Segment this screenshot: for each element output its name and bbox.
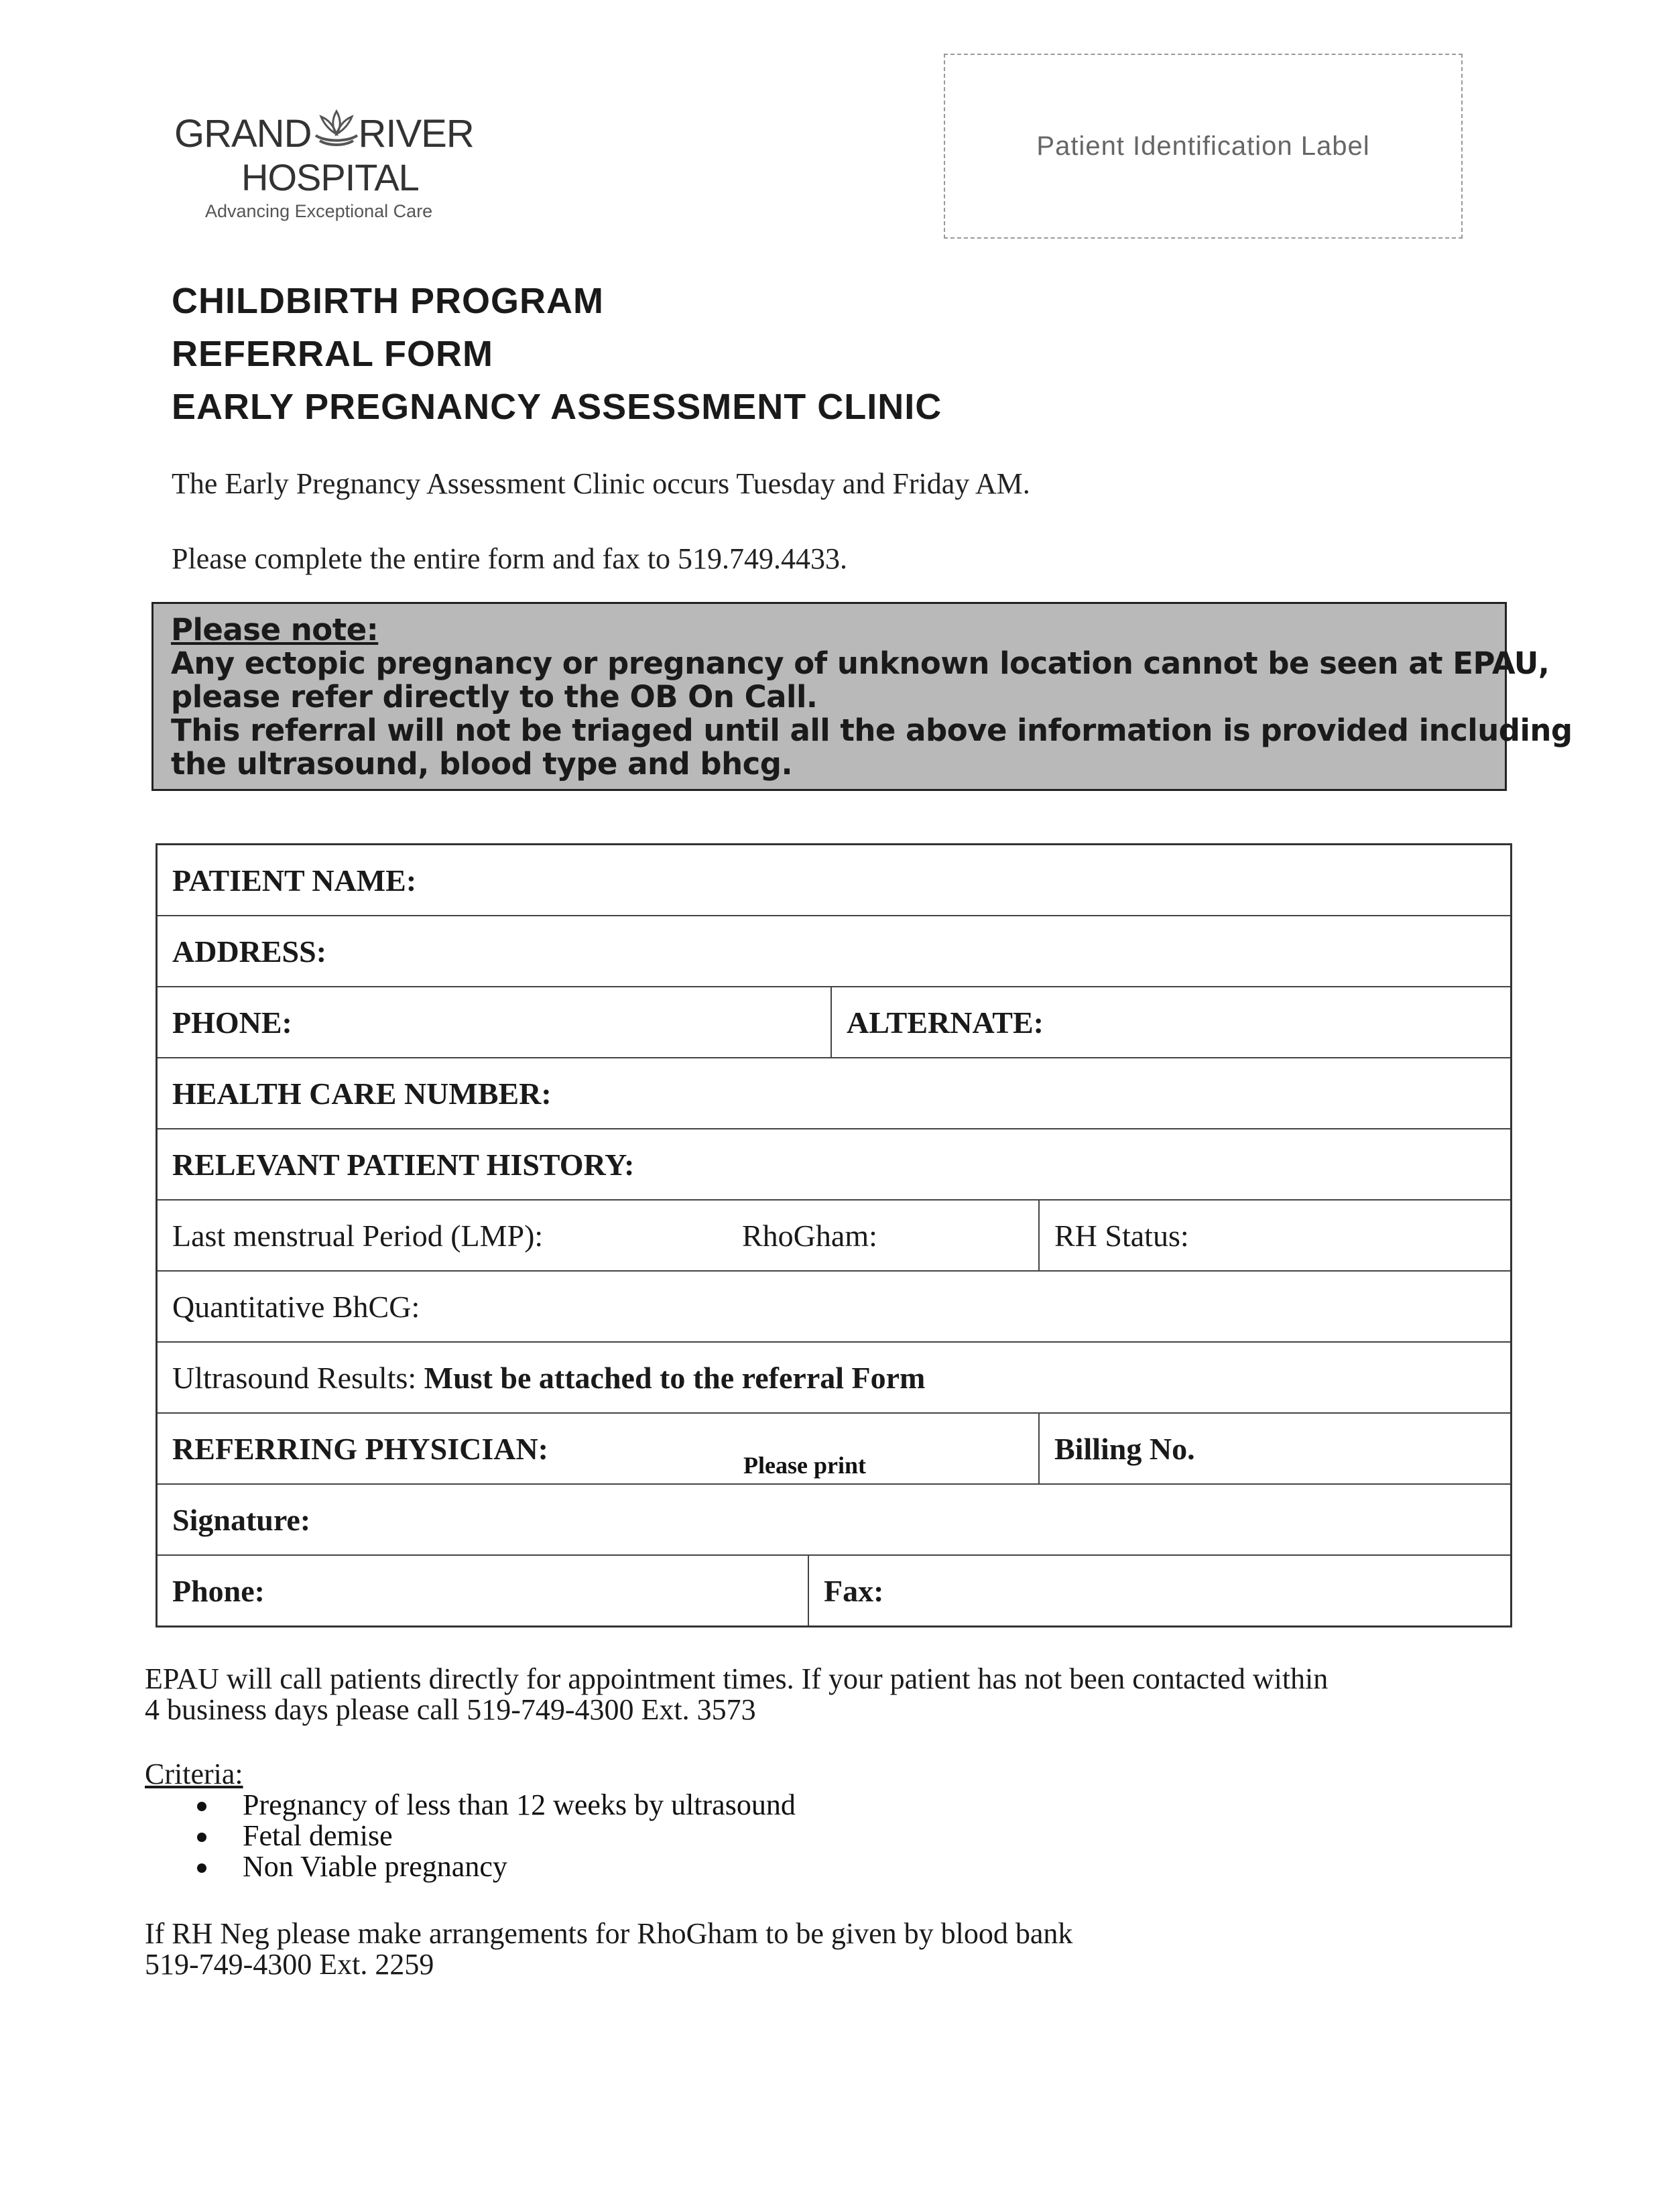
ultrasound-attach-note: Must be attached to the referral Form <box>424 1360 926 1395</box>
row-history <box>158 1129 1510 1201</box>
hospital-logo <box>168 107 516 235</box>
logo-grand: GRAND <box>174 112 312 156</box>
intro-fax-instruction: Please complete the entire form and fax to 519.749.4433. <box>172 542 848 575</box>
row-address <box>158 916 1510 987</box>
relevant-history-field[interactable]: RELEVANT PATIENT HISTORY: <box>172 1147 635 1182</box>
note-line: Any ectopic pregnancy or pregnancy of unknown location cannot be seen at EPAU, <box>171 646 1550 681</box>
heading-program: CHILDBIRTH PROGRAM <box>172 281 604 321</box>
row-physician-contact <box>158 1556 1510 1625</box>
rh-status-field[interactable]: RH Status: <box>1038 1201 1510 1270</box>
patient-label-box <box>944 54 1463 239</box>
row-signature <box>158 1485 1510 1556</box>
address-field[interactable]: ADDRESS: <box>172 934 327 969</box>
physician-fax-field[interactable]: Fax: <box>808 1556 1510 1625</box>
alternate-phone-field[interactable]: ALTERNATE: <box>830 987 1510 1057</box>
patient-name-field[interactable]: PATIENT NAME: <box>172 863 417 898</box>
referral-form-table <box>156 843 1512 1627</box>
criteria-list <box>194 1790 796 1882</box>
signature-field[interactable]: Signature: <box>172 1502 311 1537</box>
bhcg-field[interactable]: Quantitative BhCG: <box>172 1289 420 1324</box>
note-box <box>151 602 1573 791</box>
patient-label-text: Patient Identification Label <box>1036 131 1370 161</box>
row-lmp <box>158 1201 1510 1272</box>
lmp-field[interactable]: Last menstrual Period (LMP): <box>172 1218 544 1253</box>
intro-schedule: The Early Pregnancy Assessment Clinic occurs Tuesday and Friday AM. <box>172 467 1030 500</box>
heading-referral-form: REFERRAL FORM <box>172 334 493 374</box>
phone-field[interactable]: PHONE: <box>172 1005 292 1040</box>
referring-physician-field[interactable]: REFERRING PHYSICIAN: <box>172 1431 548 1466</box>
epau-call-info: EPAU will call patients directly for appointment times. If your patient has not been contacted within 4 business days please call 519-749-4300 Ext. 3573 <box>145 1662 1329 1726</box>
row-ultrasound <box>158 1343 1510 1414</box>
row-phone <box>158 987 1510 1058</box>
row-referring-physician <box>158 1414 1510 1485</box>
logo-tagline: Advancing Exceptional Care <box>205 201 433 221</box>
please-print-hint: Please print <box>743 1452 866 1479</box>
criteria-item: Fetal demise <box>194 1821 796 1851</box>
row-health-card <box>158 1058 1510 1129</box>
ultrasound-field[interactable]: Ultrasound Results: Must be attached to the referral Form <box>172 1360 926 1395</box>
criteria-title: Criteria: <box>145 1758 243 1790</box>
criteria-item: Pregnancy of less than 12 weeks by ultrasound <box>194 1790 796 1821</box>
note-title: Please note: <box>171 612 379 648</box>
heading-clinic: EARLY PREGNANCY ASSESSMENT CLINIC <box>172 387 942 427</box>
logo-hospital: HOSPITAL <box>241 156 419 198</box>
physician-phone-field[interactable]: Phone: <box>172 1573 265 1608</box>
criteria-item: Non Viable pregnancy <box>194 1851 796 1882</box>
logo-river: RIVER <box>358 112 474 156</box>
row-bhcg <box>158 1272 1510 1343</box>
note-line: This referral will not be triaged until all the above information is provided including <box>171 713 1573 748</box>
note-line: the ultrasound, blood type and bhcg. <box>171 746 793 782</box>
row-patient-name <box>158 845 1510 916</box>
note-line: please refer directly to the OB On Call. <box>171 679 818 715</box>
rhogham-field[interactable]: RhoGham: <box>742 1218 877 1253</box>
lotus-icon <box>312 107 361 146</box>
billing-number-field[interactable]: Billing No. <box>1038 1414 1510 1483</box>
health-care-number-field[interactable]: HEALTH CARE NUMBER: <box>172 1076 552 1111</box>
rh-neg-info: If RH Neg please make arrangements for RhoGham to be given by blood bank 519-749-4300 Ext. 2259 <box>145 1917 1073 1981</box>
